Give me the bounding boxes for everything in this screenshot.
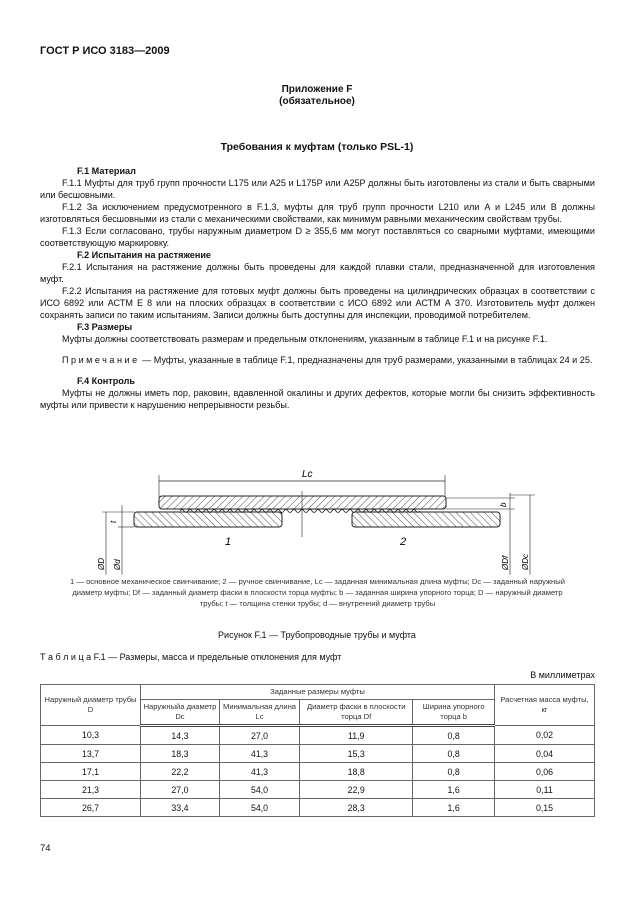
label-2: 2: [400, 536, 407, 548]
f2-2: F.2.2 Испытания на растяжение для готовых муфт должны быть проведены на цилиндрических образцах в соответствии с ИСО 6892 или АСТМ Е 8 или на плоских образцах в соответствии с ИСО 6892 или АСТМ А 370. Изготовитель муфт должен сохранять записи по таким испытаниям. Записи должны быть доступны для инспекции, проводимой потребителем.: [40, 286, 595, 320]
dimensions-table: [40, 684, 595, 817]
table-cell: 0,06: [495, 763, 595, 781]
df-label: ØDf: [501, 555, 510, 570]
col-mass: Расчетная масса муфты, кг: [495, 685, 595, 726]
f2-1: F.2.1 Испытания на растяжение должны быть проведены для каждой плавки стали, предназначенной для изготовления муфт.: [40, 262, 595, 284]
table-cell: 14,3: [141, 726, 220, 745]
f2-heading: F.2 Испытания на растяжение: [77, 250, 211, 260]
figure-legend: 1 — основное механическое свинчивание; 2 — ручное свинчивание, Lc — заданная минимальная длина муфты; Dc — заданный наружный диаметр муфты; Df — заданный диаметр фаски в плоскости торца муфты; b — заданная ширина упорного торца; D — наружный диаметр трубы; t — толщина стенки трубы; d — внутренний диаметр трубы: [70, 577, 565, 608]
pipe-2-section: [352, 512, 500, 527]
f1-2: F.1.2 За исключением предусмотренного в F.1.3, муфты для труб групп прочности L210 или A и L245 или B должны изготовляться бесшовными из стали с механическими свойствами, как минимум равными механическим свойствам трубы.: [40, 202, 595, 224]
appendix-subtitle: (обязательное): [279, 96, 355, 107]
table-cell: 18,8: [300, 763, 413, 781]
table-cell: 21,3: [41, 781, 141, 799]
col-chamfer-diameter: Диаметр фаски в плоскости торца Df: [300, 700, 413, 726]
t-label: t: [109, 520, 118, 523]
table-cell: 0,11: [495, 781, 595, 799]
table-caption: Т а б л и ц а F.1 — Размеры, масса и предельные отклонения для муфт: [40, 652, 342, 662]
table-cell: 26,7: [41, 799, 141, 817]
col-group-specified: Заданные размеры муфты: [141, 685, 495, 700]
table-cell: 10,3: [41, 726, 141, 745]
table-cell: 27,0: [141, 781, 220, 799]
table-cell: 22,9: [300, 781, 413, 799]
document-header: ГОСТ Р ИСО 3183—2009: [40, 45, 170, 57]
label-1: 1: [225, 536, 232, 548]
pipe-1-section: [134, 512, 282, 527]
table-cell: 0,04: [495, 745, 595, 763]
note-label: Примечание: [62, 355, 140, 365]
table-cell: 0,8: [413, 745, 495, 763]
coupling-section: [159, 496, 446, 509]
body-text: [40, 165, 595, 411]
table-row: [41, 726, 595, 745]
table-row: [41, 745, 595, 763]
table-cell: 0,8: [413, 763, 495, 781]
table-cell: 13,7: [41, 745, 141, 763]
appendix-heading: [0, 84, 630, 108]
table-cell: 18,3: [141, 745, 220, 763]
page-number: 74: [40, 843, 51, 854]
b-label: b: [499, 502, 508, 507]
table-cell: 17,1: [41, 763, 141, 781]
table-cell: 41,3: [219, 763, 299, 781]
f3-text: Муфты должны соответствовать размерам и предельным отклонениям, указанным в таблице F.1 и на рисунке F.1.: [62, 334, 548, 344]
lc-label: Lc: [302, 469, 313, 480]
f1-3: F.1.3 Если согласовано, трубы наружным диаметром D ≥ 355,6 мм могут поставляться со сварными муфтами, имеющими соответствующую маркировку.: [40, 226, 595, 248]
d-outer-label: ØD: [97, 558, 106, 570]
table-cell: 22,2: [141, 763, 220, 781]
table-cell: 0,02: [495, 726, 595, 745]
table-cell: 28,3: [300, 799, 413, 817]
col-outer-diameter: Наружный диаметр трубы D: [41, 685, 141, 726]
f3-heading: F.3 Размеры: [77, 322, 133, 332]
dc-label: ØDc: [521, 554, 530, 570]
coupling-drawing: [90, 465, 540, 575]
table-cell: 1,6: [413, 781, 495, 799]
f4-heading: F.4 Контроль: [77, 376, 135, 386]
col-min-length: Минимальная длина Lc: [219, 700, 299, 726]
figure-title: Рисунок F.1 — Трубопроводные трубы и муфта: [218, 630, 416, 640]
table-cell: 15,3: [300, 745, 413, 763]
table-cell: 33,4: [141, 799, 220, 817]
table-units: В миллиметрах: [530, 670, 595, 680]
appendix-title: Приложение F: [281, 84, 353, 95]
table-cell: 0,15: [495, 799, 595, 817]
table-cell: 1,6: [413, 799, 495, 817]
section-title: Требования к муфтам (только PSL-1): [220, 141, 414, 153]
d-inner-label: Ød: [113, 559, 122, 570]
table-cell: 41,3: [219, 745, 299, 763]
f1-heading: F.1 Материал: [77, 166, 136, 176]
table-row: [41, 799, 595, 817]
col-coupling-diameter: Наружныйa диаметр Dc: [141, 700, 220, 726]
col-bearing-face-width: Ширина упорного торца b: [413, 700, 495, 726]
note: [40, 354, 595, 366]
table-cell: 0,8: [413, 726, 495, 745]
table-row: [41, 763, 595, 781]
table-cell: 11,9: [300, 726, 413, 745]
table-row: [41, 781, 595, 799]
table-cell: 54,0: [219, 781, 299, 799]
f1-1: F.1.1 Муфты для труб групп прочности L175 или A25 и L175P или A25P должны быть изготовлены из стали и быть сварными или бесшовными.: [40, 178, 595, 200]
table-cell: 27,0: [219, 726, 299, 745]
table-cell: 54,0: [219, 799, 299, 817]
note-text: — Муфты, указанные в таблице F.1, предназначены для труб размерами, указанными в таблицах 24 и 25.: [139, 355, 593, 365]
f4-text: Муфты не должны иметь пор, раковин, вдавленной окалины и других дефектов, которые могли бы снизить эффективность муфты или привести к нарушению непрерывности резьбы.: [40, 388, 595, 410]
